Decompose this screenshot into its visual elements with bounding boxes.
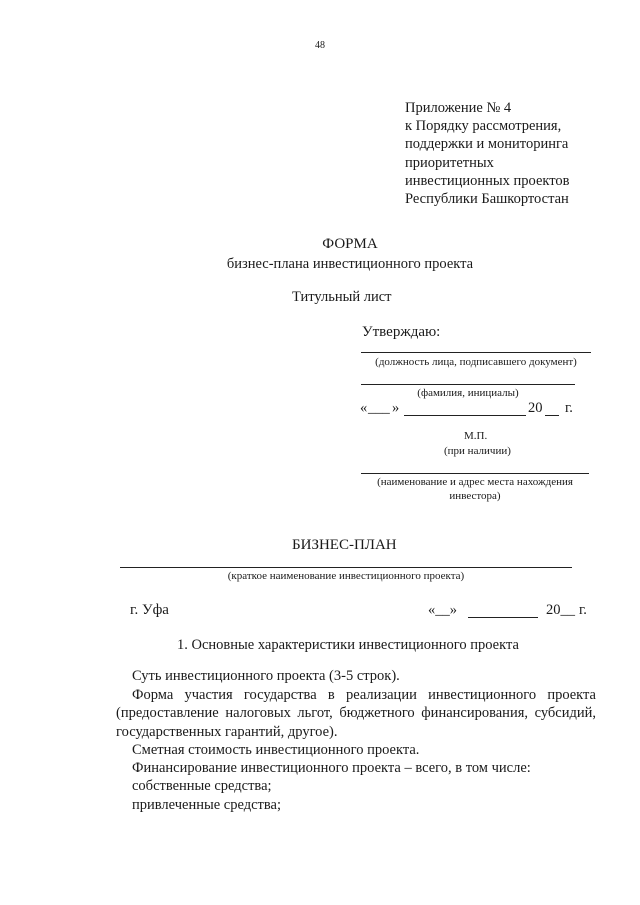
title-sheet-label: Титульный лист: [292, 289, 392, 305]
appendix-line: к Порядку рассмотрения,: [405, 118, 562, 135]
appendix-line: Приложение № 4: [405, 100, 512, 116]
name-signature-line: [361, 384, 575, 385]
seal-label: М.П.: [464, 430, 488, 442]
approval-date-suffix: г.: [565, 400, 573, 416]
appendix-line: инвестиционных проектов: [405, 172, 570, 189]
section1-paragraph: Форма участия государства в реализации инвестиционного проекта (предоставление налоговых льгот, бюджетного финансирования, субсидий, государственных гарантий, другое).: [116, 687, 596, 740]
approval-date-year: 20: [528, 400, 543, 416]
plan-date-day: «__»: [428, 602, 457, 618]
approval-date-month-line: [404, 415, 526, 416]
approval-date-day-blank: ___: [368, 400, 390, 416]
appendix-line: приоритетных: [405, 154, 494, 171]
plan-date-year: 20__: [546, 602, 575, 618]
page-number: 48: [315, 40, 325, 51]
section1-paragraph: привлеченные средства;: [132, 797, 281, 813]
investor-caption-2: инвестора): [449, 490, 501, 502]
section1-paragraph: Суть инвестиционного проекта (3-5 строк).: [132, 668, 400, 684]
project-name-caption: (краткое наименование инвестиционного проекта): [227, 570, 465, 582]
project-name-line: [120, 567, 572, 568]
form-heading: ФОРМА: [322, 236, 378, 252]
name-caption: (фамилия, инициалы): [417, 387, 519, 399]
approve-label: Утверждаю:: [362, 324, 441, 340]
appendix-line: поддержки и мониторинга: [405, 136, 569, 153]
seal-note: (при наличии): [444, 445, 511, 457]
investor-caption-1: (наименование и адрес места нахождения: [377, 476, 573, 488]
approval-date-close-quote: »: [392, 400, 400, 416]
business-plan-title: БИЗНЕС-ПЛАН: [292, 537, 397, 553]
investor-line: [361, 473, 589, 474]
appendix-block: [405, 99, 569, 208]
section1-paragraph: Финансирование инвестиционного проекта – всего, в том числе:: [132, 760, 531, 776]
approval-date-open-quote: «: [360, 400, 368, 416]
form-subheading: бизнес-плана инвестиционного проекта: [226, 256, 474, 272]
approval-date-year-line: [545, 415, 559, 416]
section1-paragraph: собственные средства;: [132, 778, 272, 794]
appendix-line: Республики Башкортостан: [405, 191, 569, 208]
position-caption: (должность лица, подписавшего документ): [375, 356, 577, 368]
plan-date-suffix: г.: [579, 602, 587, 618]
position-signature-line: [361, 352, 591, 353]
city-label: г. Уфа: [130, 602, 169, 618]
plan-date-month-line: [468, 617, 538, 618]
section1-paragraph: Сметная стоимость инвестиционного проекта.: [132, 742, 420, 758]
section1-heading: 1. Основные характеристики инвестиционного проекта: [177, 637, 519, 653]
